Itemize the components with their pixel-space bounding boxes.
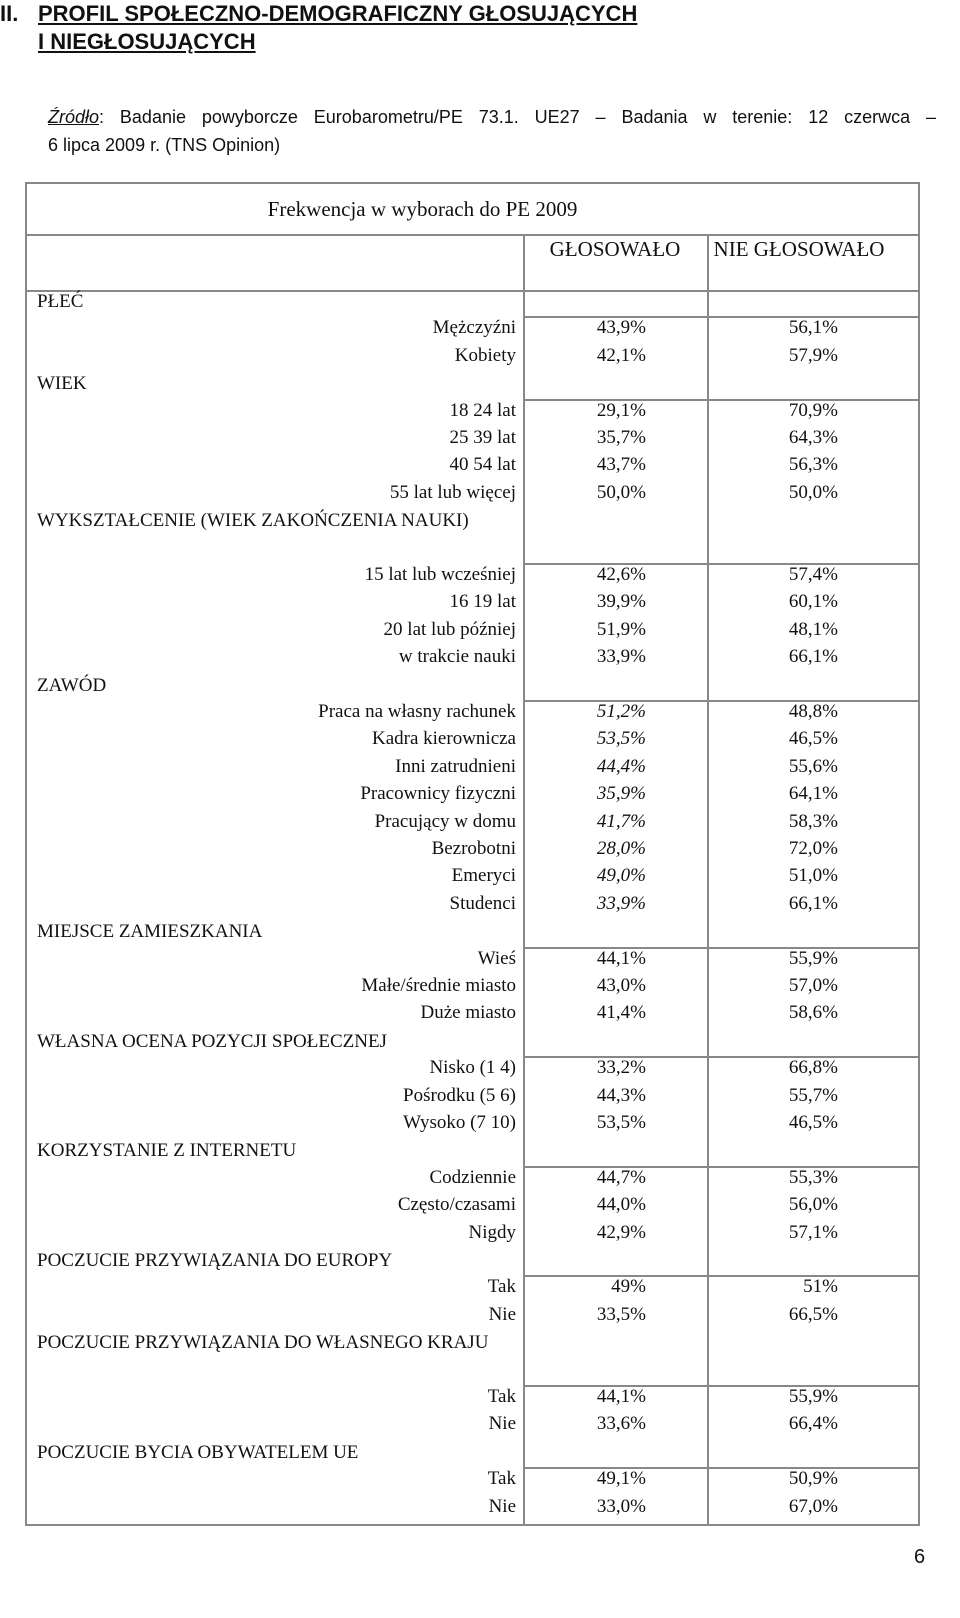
voted-value: 51,2% xyxy=(596,701,646,722)
not-voted-value: 57,9% xyxy=(788,344,838,366)
category-heading: POCZUCIE BYCIA OBYWATELEM UE xyxy=(37,1441,359,1463)
row-label: Tak xyxy=(487,1386,516,1407)
not-voted-value: 56,1% xyxy=(788,317,838,339)
not-voted-value: 70,9% xyxy=(788,399,838,421)
category-heading: POCZUCIE PRZYWIĄZANIA DO WŁASNEGO KRAJU xyxy=(37,1332,489,1354)
section-number: II. xyxy=(0,1,19,26)
category-heading: WŁASNA OCENA POZYCJI SPOŁECZNEJ xyxy=(37,1030,387,1052)
voted-value: 43,9% xyxy=(596,317,646,339)
voted-value: 43,7% xyxy=(596,454,646,476)
table-title: Frekwencja w wyborach do PE 2009 xyxy=(27,184,918,236)
category-divider xyxy=(523,947,918,949)
not-voted-value: 64,1% xyxy=(788,783,838,805)
not-voted-value: 57,0% xyxy=(788,975,838,996)
row-label: Duże miasto xyxy=(420,1002,516,1024)
not-voted-value: 46,5% xyxy=(788,1112,838,1133)
category-heading: PŁEĆ xyxy=(37,291,84,312)
page-number: 6 xyxy=(914,1546,926,1568)
category-heading: WIEK xyxy=(37,373,87,395)
voted-value: 49% xyxy=(611,1276,646,1298)
row-label: Pracujący w domu xyxy=(374,810,516,832)
row-label: Nie xyxy=(488,1495,516,1517)
voted-value: 44,3% xyxy=(596,1084,646,1106)
row-label: 25 39 lat xyxy=(449,427,516,448)
row-label: Nie xyxy=(488,1413,516,1435)
voted-value: 53,5% xyxy=(596,1112,646,1133)
voted-value: 33,0% xyxy=(596,1495,646,1517)
voted-value: 44,4% xyxy=(596,755,646,777)
voted-value: 39,9% xyxy=(596,591,646,613)
not-voted-value: 55,7% xyxy=(788,1084,838,1106)
voted-value: 42,1% xyxy=(596,344,646,366)
not-voted-value: 66,8% xyxy=(788,1057,838,1079)
not-voted-value: 55,9% xyxy=(788,947,838,969)
row-label: Nie xyxy=(488,1303,516,1325)
row-label: 16 19 lat xyxy=(449,591,516,613)
category-divider xyxy=(523,1166,918,1168)
category-divider xyxy=(523,1467,918,1469)
voted-value: 29,1% xyxy=(596,399,646,421)
row-label: 15 lat lub wcześniej xyxy=(364,564,516,585)
not-voted-value: 48,1% xyxy=(788,618,838,640)
category-divider xyxy=(523,399,918,401)
voted-value: 49,0% xyxy=(596,865,646,887)
row-label: Tak xyxy=(487,1276,516,1298)
section-heading xyxy=(0,0,900,56)
voted-value: 53,5% xyxy=(596,728,646,750)
row-label: Pracownicy fizyczni xyxy=(360,783,516,805)
not-voted-value: 51% xyxy=(803,1276,838,1298)
voted-value: 28,0% xyxy=(596,838,646,859)
section-title-line2: I NIEGŁOSUJĄCYCH xyxy=(38,29,256,54)
category-divider xyxy=(523,563,918,565)
not-voted-value: 48,8% xyxy=(788,701,838,722)
category-divider xyxy=(523,316,918,318)
row-label: Praca na własny rachunek xyxy=(318,701,516,722)
not-voted-value: 64,3% xyxy=(788,427,838,448)
voted-value: 42,9% xyxy=(596,1221,646,1243)
source-text-line2: 6 lipca 2009 r. (TNS Opinion) xyxy=(48,135,281,155)
voted-value: 33,9% xyxy=(596,892,646,914)
source-label: Źródło xyxy=(48,107,100,127)
voted-value: 33,5% xyxy=(596,1303,646,1325)
category-heading: MIEJSCE ZAMIESZKANIA xyxy=(37,921,263,943)
category-divider xyxy=(523,700,918,702)
voted-value: 44,0% xyxy=(596,1194,646,1216)
voted-value: 50,0% xyxy=(596,481,646,503)
voted-value: 33,6% xyxy=(596,1413,646,1435)
row-label: Bezrobotni xyxy=(431,838,516,859)
row-label: 40 54 lat xyxy=(449,454,516,476)
category-heading: POCZUCIE PRZYWIĄZANIA DO EUROPY xyxy=(37,1250,393,1271)
category-divider xyxy=(523,1385,918,1387)
column-header-voted: GŁOSOWAŁO xyxy=(549,237,681,261)
row-label: Kadra kierownicza xyxy=(371,728,516,750)
not-voted-value: 66,1% xyxy=(788,646,838,668)
not-voted-value: 58,6% xyxy=(788,1002,838,1024)
row-label: Pośrodku (5 6) xyxy=(403,1084,516,1106)
source-note xyxy=(48,103,936,159)
voted-value: 44,1% xyxy=(596,1386,646,1407)
row-label: Codziennie xyxy=(429,1166,516,1188)
voted-value: 35,7% xyxy=(596,427,646,448)
row-label: Nigdy xyxy=(468,1221,516,1243)
voted-value: 42,6% xyxy=(596,564,646,585)
row-label: Małe/średnie miasto xyxy=(361,975,516,996)
not-voted-value: 50,0% xyxy=(788,481,838,503)
section-title-line1: PROFIL SPOŁECZNO-DEMOGRAFICZNY GŁOSUJĄCYCH xyxy=(38,1,638,26)
row-label: 18 24 lat xyxy=(449,399,516,421)
voted-value: 33,9% xyxy=(596,646,646,668)
row-label: Inni zatrudnieni xyxy=(395,755,516,777)
row-label: Studenci xyxy=(449,892,516,914)
not-voted-value: 55,3% xyxy=(788,1166,838,1188)
not-voted-value: 56,0% xyxy=(788,1194,838,1216)
not-voted-value: 51,0% xyxy=(788,865,838,887)
row-label: Kobiety xyxy=(454,344,516,366)
column-divider xyxy=(707,236,709,1524)
voted-value: 41,7% xyxy=(596,810,646,832)
voted-value: 44,1% xyxy=(596,947,646,969)
voted-value: 44,7% xyxy=(596,1166,646,1188)
category-divider xyxy=(523,1056,918,1058)
category-divider xyxy=(523,1275,918,1277)
voted-value: 33,2% xyxy=(596,1057,646,1079)
row-label: 55 lat lub więcej xyxy=(389,481,516,503)
category-heading: KORZYSTANIE Z INTERNETU xyxy=(37,1140,297,1162)
not-voted-value: 58,3% xyxy=(788,810,838,832)
not-voted-value: 60,1% xyxy=(788,591,838,613)
not-voted-value: 56,3% xyxy=(788,454,838,476)
row-label: Tak xyxy=(487,1468,516,1490)
category-heading: WYKSZTAŁCENIE (WIEK ZAKOŃCZENIA NAUKI) xyxy=(37,510,469,532)
not-voted-value: 57,4% xyxy=(788,564,838,585)
not-voted-value: 66,5% xyxy=(788,1303,838,1325)
not-voted-value: 66,4% xyxy=(788,1413,838,1435)
row-label: 20 lat lub później xyxy=(383,618,516,640)
not-voted-value: 55,6% xyxy=(788,755,838,777)
row-label: Nisko (1 4) xyxy=(429,1057,516,1079)
not-voted-value: 57,1% xyxy=(788,1221,838,1243)
category-heading: ZAWÓD xyxy=(37,674,107,696)
not-voted-value: 46,5% xyxy=(788,728,838,750)
turnout-table xyxy=(25,182,920,1526)
row-label: Często/czasami xyxy=(397,1194,516,1216)
voted-value: 35,9% xyxy=(596,783,646,805)
not-voted-value: 72,0% xyxy=(788,838,838,859)
not-voted-value: 67,0% xyxy=(788,1495,838,1517)
voted-value: 49,1% xyxy=(596,1468,646,1490)
row-label: Emeryci xyxy=(451,865,516,887)
not-voted-value: 50,9% xyxy=(788,1468,838,1490)
row-label: Wysoko (7 10) xyxy=(403,1112,516,1133)
row-label: Mężczyźni xyxy=(432,317,516,339)
column-header-not-voted: NIE GŁOSOWAŁO xyxy=(713,237,885,261)
source-text-line1: : Badanie powyborcze Eurobarometru/PE 73.1. UE27 – Badania w terenie: 12 czerwca – xyxy=(99,107,936,127)
not-voted-value: 66,1% xyxy=(788,892,838,914)
row-label: w trakcie nauki xyxy=(398,646,516,668)
voted-value: 41,4% xyxy=(596,1002,646,1024)
voted-value: 43,0% xyxy=(596,975,646,996)
not-voted-value: 55,9% xyxy=(788,1386,838,1407)
voted-value: 51,9% xyxy=(596,618,646,640)
row-label: Wieś xyxy=(477,947,516,969)
